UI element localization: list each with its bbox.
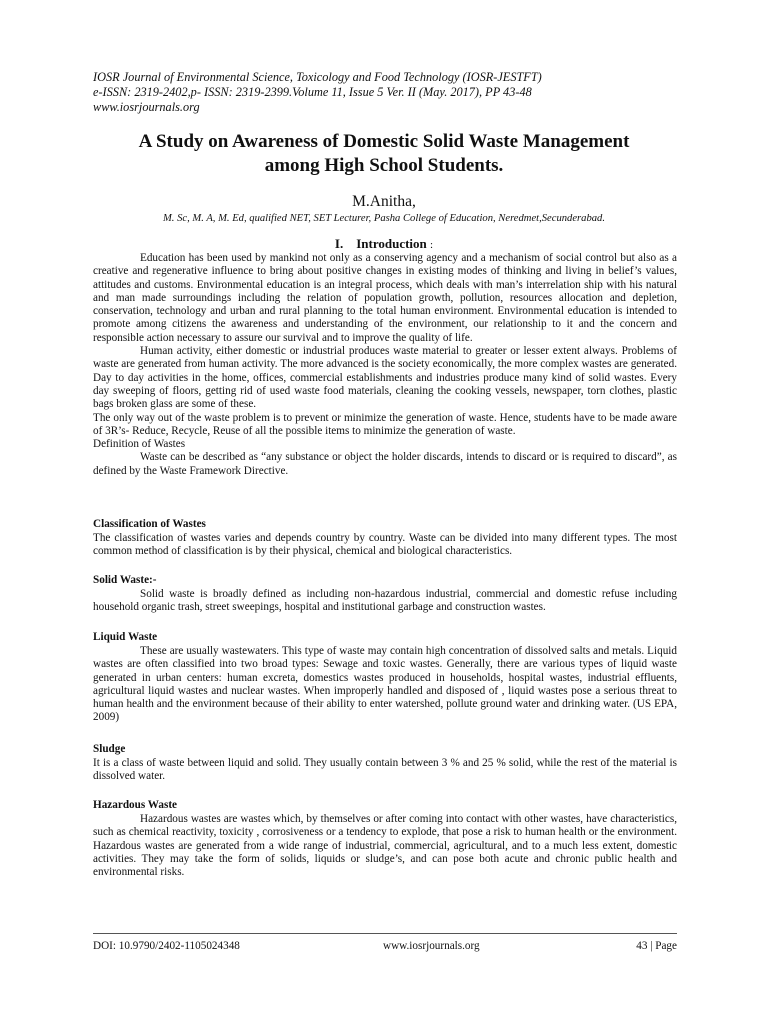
intro-paragraph-2: Human activity, either domestic or industrial produces waste material to greater or lesser extent always. Problems of waste are generated from human activity. The more advanced is the society economically, the more complex wastes are generated. Day to day activities in the home, offices, commercial establishments and industries produce many kind of solid wastes. Every day sweeping of floors, getting rid of used waste food materials, cleaning the cooking vessels, newspaper, torn clothes, plastic bags broken glass are some of these. [93,345,677,411]
paper-title [80,130,688,178]
section-number: I. [334,236,344,251]
heading-liquid-waste: Liquid Waste [93,631,158,643]
intro-paragraph-1: Education has been used by mankind not only as a conserving agency and a mechanism of social control but also as a creative and regenerative influence to bring about positive changes in existing modes of thinking and living in belief’s values, attitudes and customs. Environmental education is an integral process, which deals with man’s interrelation ship with his natural and man made surroundings including the relation of population growth, pollution, resources allocation and depletion, conservation, technology and urban and rural planning to the total human environment. Environmental education is intended to promote among citizens the awareness and understanding of the environment, our relationship to it and the concern and responsible action necessary to assure our survival and to improve the quality of life. [93,252,677,344]
sludge-text: It is a class of waste between liquid and solid. They usually contain between 3 % and 25 % solid, while the rest of the material is dissolved water. [93,757,677,783]
heading-hazardous-waste: Hazardous Waste [93,799,178,811]
heading-solid-waste: Solid Waste:- [93,574,157,586]
intro-paragraph-5: Waste can be described as “any substance or object the holder discards, intends to discard or is required to discard”, as defined by the Waste Framework Directive. [93,451,677,477]
heading-classification: Classification of Wastes [93,518,206,530]
solid-waste-body [93,588,677,615]
footer-website: www.iosrjournals.org [383,940,480,952]
hazardous-waste-text: Hazardous wastes are wastes which, by themselves or after coming into contact with other wastes, have characteristics, such as chemical reactivity, toxicity , corrosiveness or a tendency to explode, that pose a risk to human health or the environment. Hazardous wastes are generated from a wide range of industrial, commercial, agricultural, and to a much less extent, domestic activities. They may take the form of solids, liquids or sludge’s, and can pose both acute and chronic public health and environmental risks. [93,813,677,879]
section-heading-introduction [80,236,688,252]
intro-definition-label: Definition of Wastes [93,438,186,451]
journal-issn: e-ISSN: 2319-2402,p- ISSN: 2319-2399.Volume 11, Issue 5 Ver. II (May. 2017), PP 43-48 [93,85,532,99]
heading-sludge: Sludge [93,743,126,755]
hazardous-waste-body [93,813,677,879]
introduction-body [93,252,677,478]
intro-paragraph-3: The only way out of the waste problem is to prevent or minimize the generation of waste. Hence, students have to be made aware of 3R’s- Reduce, Recycle, Reuse of all the possible items to minimize the generation of waste. [93,411,677,437]
author-name: M.Anitha, [352,193,416,210]
classification-body [93,532,677,559]
section-title: Introduction [356,236,427,251]
author-affiliation: M. Sc, M. A, M. Ed, qualified NET, SET Lecturer, Pasha College of Education, Neredmet,Secunderabad. [162,213,606,224]
journal-website: www.iosrjournals.org [93,100,200,114]
liquid-waste-text: These are usually wastewaters. This type of waste may contain high concentration of dissolved salts and metals. Liquid wastes are often classified into two broad types: Sewage and toxic wastes. Generally, there are various types of liquid waste generated in urban centers: human excreta, domestics wastes produced in households, hospital wastes, industrial effluents, agricultural liquid wastes and nuclear wastes. When improperly handled and disposed of , liquid wastes pose a serious threat to human health and the environment because of their ability to enter watershed, pollute ground water and drinking water. (US EPA, 2009) [93,645,677,724]
classification-text: The classification of wastes varies and depends country by country. Waste can be divided into many different types. The most common method of classification is by their physical, chemical and biological characteristics. [93,532,677,558]
sludge-body [93,757,677,784]
footer-page-number: 43 | Page [636,940,677,952]
journal-header [93,70,693,115]
solid-waste-text: Solid waste is broadly defined as including non-hazardous industrial, commercial and domestic refuse including household organic trash, street sweepings, hospital and institutional garbage and construction wastes. [93,588,677,614]
title-line-1: A Study on Awareness of Domestic Solid Waste Management [138,131,630,152]
liquid-waste-body [93,645,677,725]
footer-divider [93,933,677,934]
title-line-2: among High School Students. [264,155,504,176]
section-title-suffix: : [430,239,434,251]
footer-doi: DOI: 10.9790/2402-1105024348 [93,940,240,952]
journal-name: IOSR Journal of Environmental Science, Toxicology and Food Technology (IOSR-JESTFT) [93,70,542,84]
